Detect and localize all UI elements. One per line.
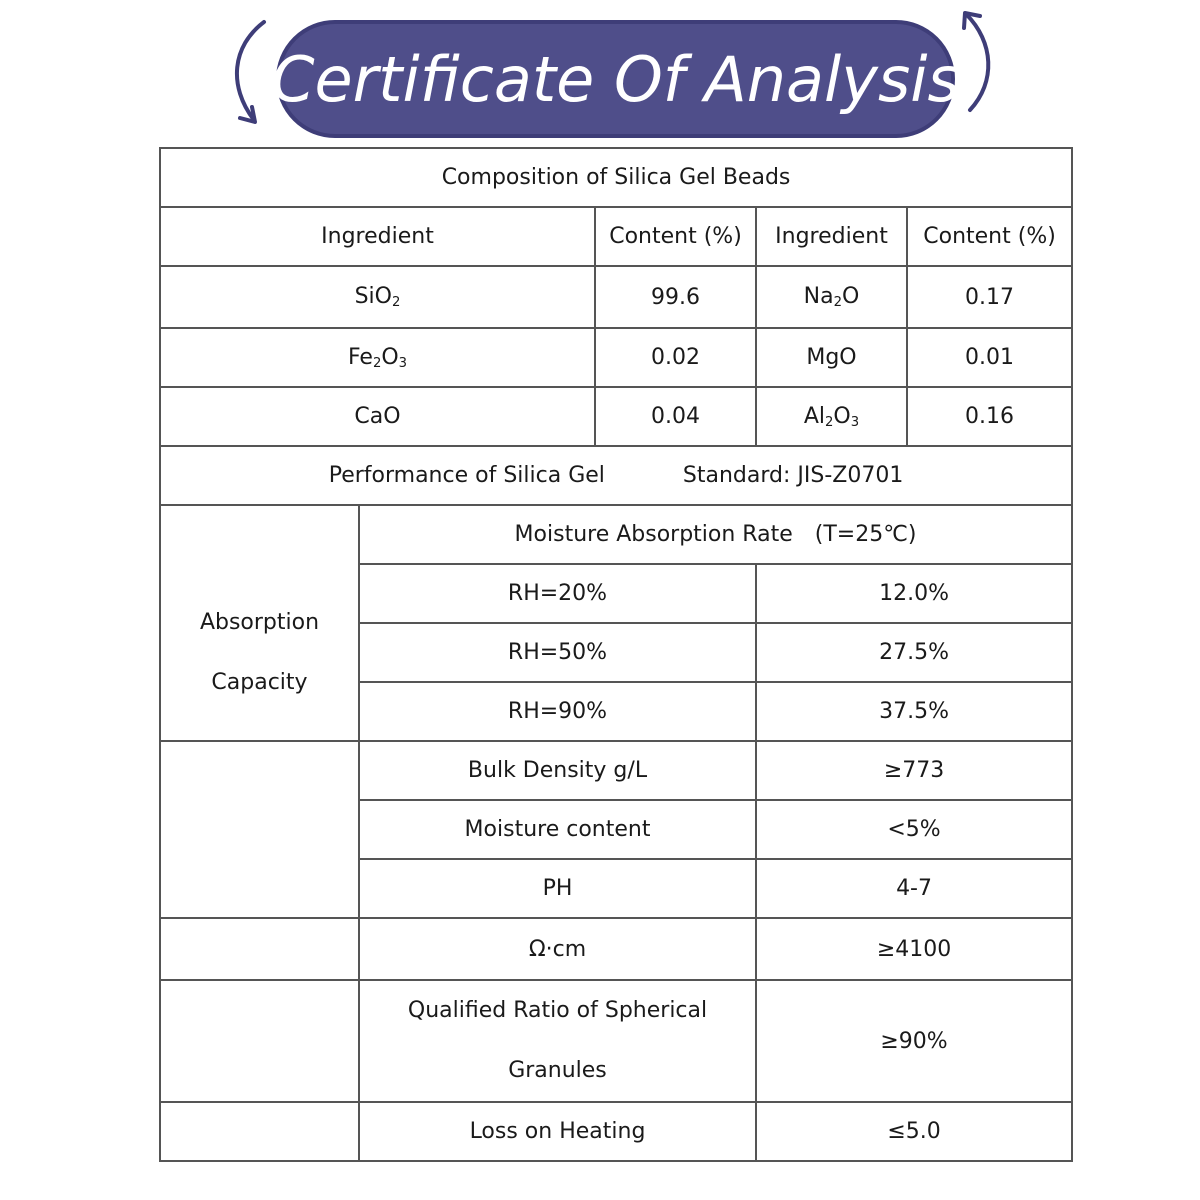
- ingredient-cell: $Na_2O$: [756, 266, 907, 328]
- ingredient-cell: MgO: [756, 328, 907, 387]
- certificate-table: [159, 147, 1073, 1162]
- title-pill: [271, 20, 960, 138]
- composition-row: [160, 387, 1072, 446]
- property-label: Moisture content: [359, 800, 756, 859]
- certificate-table-container: [159, 147, 1071, 1194]
- property-value: 4-7: [756, 859, 1072, 918]
- ingredient-cell: CaO: [160, 387, 595, 446]
- table-row: [160, 1102, 1072, 1161]
- performance-heading: [160, 446, 1072, 505]
- table-row: [160, 741, 1072, 800]
- empty-cell: [160, 1102, 359, 1161]
- property-value: ≤5.0: [756, 1102, 1072, 1161]
- empty-cell: [160, 918, 359, 980]
- property-label: Qualified Ratio of Spherical Granules: [359, 980, 756, 1102]
- absorption-rh-value: 37.5%: [756, 682, 1072, 741]
- absorption-heading-row: [160, 505, 1072, 564]
- composition-header-row: [160, 207, 1072, 266]
- content-cell: 0.17: [907, 266, 1072, 328]
- property-label: PH: [359, 859, 756, 918]
- absorption-rh-label: RH=50%: [359, 623, 756, 682]
- table-row: [160, 980, 1072, 1102]
- column-header-content-2: Content (%): [907, 207, 1072, 266]
- absorption-rh-value: 27.5%: [756, 623, 1072, 682]
- curved-arrow-left-icon: [222, 16, 272, 128]
- content-cell: 0.16: [907, 387, 1072, 446]
- content-cell: 99.6: [595, 266, 756, 328]
- content-cell: 0.01: [907, 328, 1072, 387]
- property-value: ≥4100: [756, 918, 1072, 980]
- title-banner: [0, 0, 1200, 145]
- property-label: Ω·cm: [359, 918, 756, 980]
- curved-arrow-right-icon: [944, 6, 1000, 118]
- performance-heading-row: [160, 446, 1072, 505]
- absorption-heading: Moisture Absorption Rate (T=25℃): [359, 505, 1072, 564]
- ingredient-cell: SiO$_2$: [160, 266, 595, 328]
- column-header-ingredient-2: Ingredient: [756, 207, 907, 266]
- property-label: Bulk Density g/L: [359, 741, 756, 800]
- performance-title: Performance of Silica Gel: [328, 463, 605, 488]
- property-label: Loss on Heating: [359, 1102, 756, 1161]
- content-cell: 0.02: [595, 328, 756, 387]
- property-value: <5%: [756, 800, 1072, 859]
- empty-cell: [160, 980, 359, 1102]
- column-header-ingredient-1: Ingredient: [160, 207, 595, 266]
- content-cell: 0.04: [595, 387, 756, 446]
- column-header-content-1: Content (%): [595, 207, 756, 266]
- composition-heading-row: [160, 148, 1072, 207]
- ingredient-cell: $Fe_2O_3$: [160, 328, 595, 387]
- absorption-capacity-label: Absorption Capacity: [160, 505, 359, 741]
- empty-group-cell: [160, 741, 359, 918]
- absorption-rh-label: RH=20%: [359, 564, 756, 623]
- absorption-rh-label: RH=90%: [359, 682, 756, 741]
- composition-row: [160, 266, 1072, 328]
- absorption-rh-value: 12.0%: [756, 564, 1072, 623]
- table-row: [160, 918, 1072, 980]
- composition-row: [160, 328, 1072, 387]
- page-title: Certificate Of Analysis: [271, 42, 960, 116]
- property-value: ≥773: [756, 741, 1072, 800]
- performance-standard: Standard: JIS-Z0701: [682, 463, 904, 488]
- ingredient-cell: $Al_2O_3$: [756, 387, 907, 446]
- composition-heading: Composition of Silica Gel Beads: [160, 148, 1072, 207]
- property-value: ≥90%: [756, 980, 1072, 1102]
